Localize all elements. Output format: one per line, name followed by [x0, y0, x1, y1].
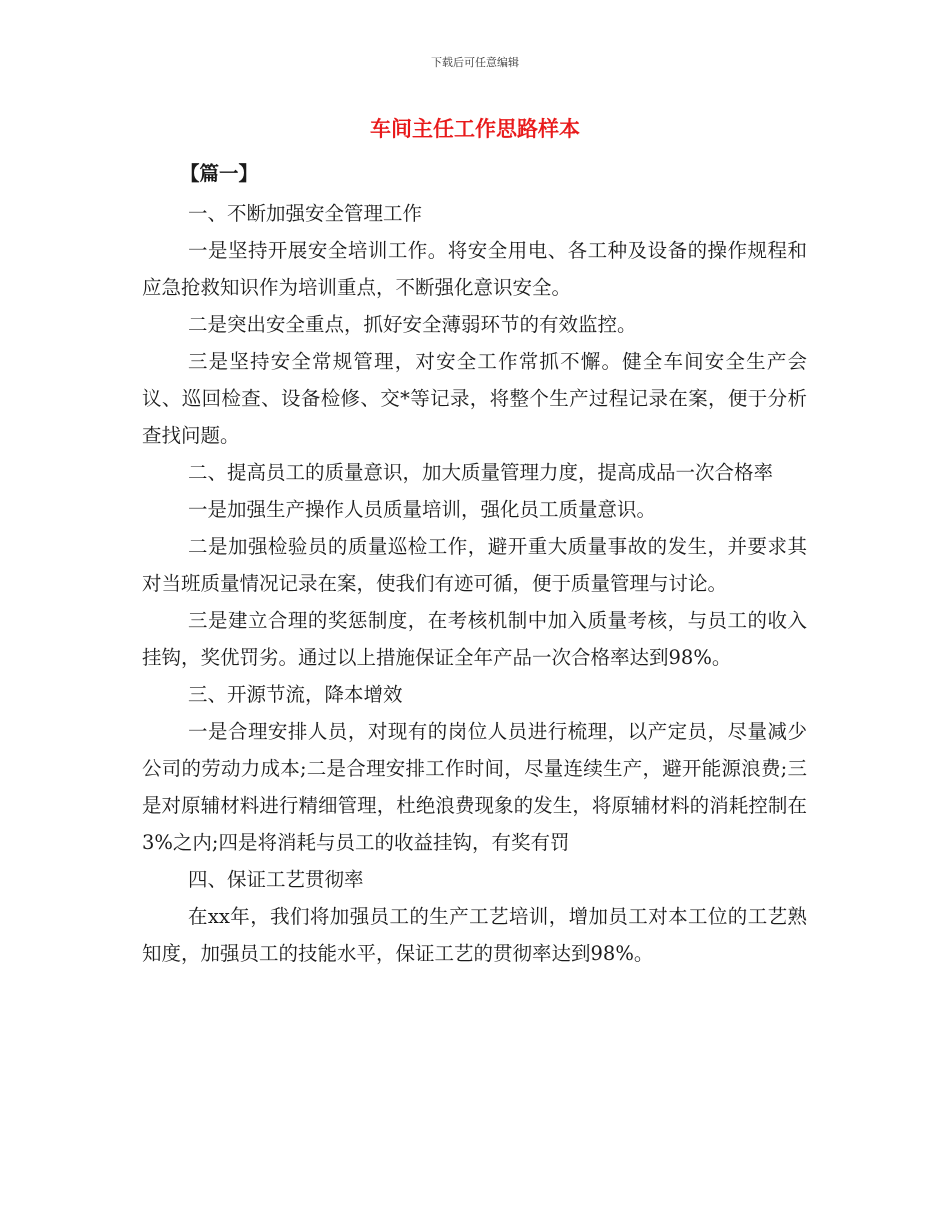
heading-quality: 二、提高员工的质量意识，加大质量管理力度，提高成品一次合格率	[188, 461, 774, 484]
header-note: 下载后可任意编辑	[431, 56, 519, 69]
heading-safety: 一、不断加强安全管理工作	[188, 202, 423, 225]
paragraph-quality-training: 一是加强生产操作人员质量培训，强化员工质量意识。	[188, 498, 657, 521]
section-tag: 【篇一】	[180, 162, 259, 185]
paragraph-safety-training: 一是坚持开展安全培训工作。将安全用电、各工种及设备的操作规程和应急抢救知识作为培训重点，不断强化意识安全。	[142, 239, 807, 299]
document-body	[142, 195, 807, 972]
paragraph-quality-rewards: 三是建立合理的奖惩制度，在考核机制中加入质量考核，与员工的收入挂钩，奖优罚劣。通过以上措施保证全年产品一次合格率达到98%。	[142, 609, 807, 669]
paragraph-cost-measures: 一是合理安排人员，对现有的岗位人员进行梳理，以产定员，尽量减少公司的劳动力成本;二是合理安排工作时间，尽量连续生产，避开能源浪费;三是对原辅材料进行精细管理，杜绝浪费现象的发生，将原辅材料的消耗控制在3%之内;四是将消耗与员工的收益挂钩，有奖有罚	[142, 720, 807, 854]
paragraph-process-training: 在xx年，我们将加强员工的生产工艺培训，增加员工对本工位的工艺熟知度，加强员工的技能水平，保证工艺的贯彻率达到98%。	[142, 905, 807, 965]
paragraph-quality-inspection: 二是加强检验员的质量巡检工作，避开重大质量事故的发生，并要求其对当班质量情况记录在案，使我们有迹可循，便于质量管理与讨论。	[142, 535, 807, 595]
heading-cost: 三、开源节流，降本增效	[188, 683, 403, 706]
paragraph-safety-routine: 三是坚持安全常规管理，对安全工作常抓不懈。健全车间安全生产会议、巡回检查、设备检修、交*等记录，将整个生产过程记录在案，便于分析查找问题。	[142, 350, 807, 447]
document-title: 车间主任工作思路样本	[370, 117, 580, 141]
paragraph-safety-focus: 二是突出安全重点，抓好安全薄弱环节的有效监控。	[188, 313, 637, 336]
heading-process: 四、保证工艺贯彻率	[188, 868, 364, 891]
